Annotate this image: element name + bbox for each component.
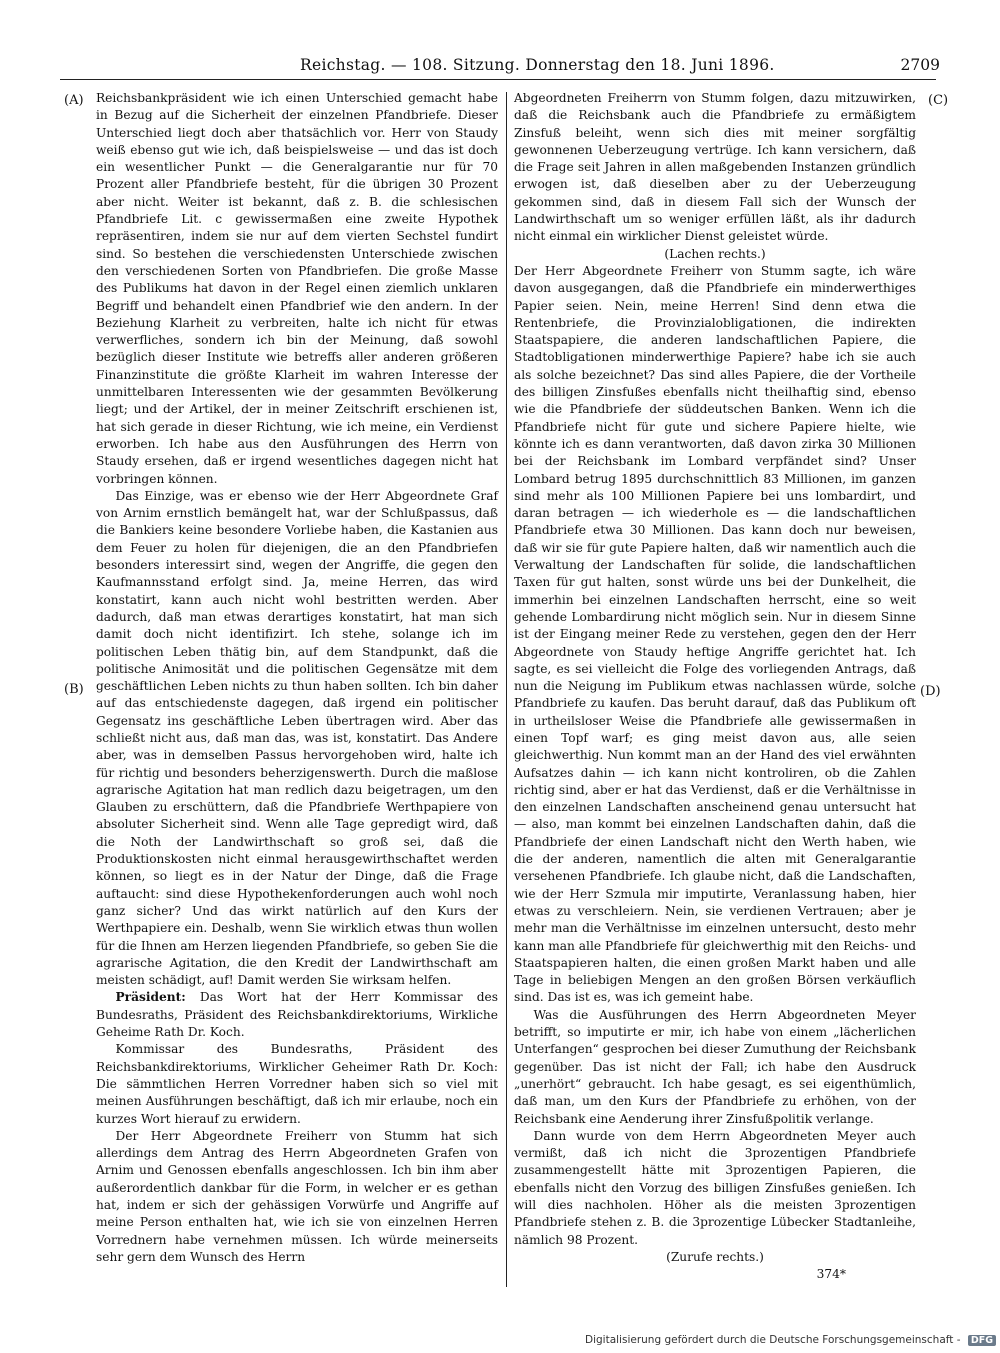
left-column bbox=[96, 90, 498, 1266]
paragraph bbox=[96, 1041, 498, 1127]
paragraph: Reichsbankpräsident wie ich einen Unterschied gemacht habe in Bezug auf die Sicherheit der einzelnen Pfandbriefe. Dieser Unterschied liegt doch aber thatsächlich vor. Herr von Staudy weiß ebenso gut wie ich, daß beispielsweise — und das ist doch ein wesentlicher Punkt — die Generalgarantie nur für 70 Prozent aller Pfandbriefe besteht, für die übrigen 30 Prozent aber nicht. Weiter ist bekannt, daß z. B. die schlesischen Pfandbriefe Lit. c gewissermaßen eine zweite Hypothek repräsentiren, indem sie nur auf dem vierten Sechstel fundirt sind. So bestehen die verschiedensten Unterschiede zwischen den verschiedenen Sorten von Pfandbriefen. Die große Masse des Publikums hat davon in der Regel einen ziemlich unklaren Begriff und behandelt einen Pfandbrief wie den andern. In der Beziehung Klarheit zu verbreiten, halte ich nicht für etwas verwerfliches, sondern ich bin der Meinung, daß sowohl bezüglich dieser Institute wie betreffs aller anderen größeren Finanzinstitute die größte Klarheit im wahren Interesse der unmittelbaren Interessenten wie der gesammten Bevölkerung liegt; und der Artikel, der in meiner Zeitschrift erschienen ist, hat sich gerade in dieser Richtung, wie ich meine, ein Verdienst erworben. Ich habe aus den Ausführungen des Herrn von Staudy ersehen, daß er irgend wesentliches dagegen nicht hat vorbringen können. bbox=[96, 91, 498, 486]
margin-marker-b: (B) bbox=[64, 682, 84, 697]
paragraph: Das Einzige, was er ebenso wie der Herr Abgeordnete Graf von Arnim ernstlich bemängelt hat, war der Schlußpassus, daß die Bankiers keine besondere Vorliebe haben, die Kastanien aus dem Feuer zu holen für diejenigen, die an den Pfandbriefen besonders interessirt sind, wegen der Angriffe, die gegen den Kaufmannsstand erfolgt sind. Ja, meine Herren, das wird konstatirt, kann auch nicht wohl bestritten werden. Aber dadurch, daß man etwas derartiges konstatirt, hat man sich damit doch nicht identifizirt. Ich stehe, solange ich im politischen Leben thätig bin, auf dem Standpunkt, daß die politische Animosität und die politischen Gegensätze mit dem geschäftlichen Leben nichts zu thun haben sollten. Ich bin daher auf das entschiedenste dagegen, daß irgend ein politischer Gegensatz ins geschäftliche Leben übertragen wird. Aber das schließt nicht aus, daß man das, was ist, konstatirt. Das Andere aber, was in demselben Passus hervorgehoben wird, halte ich für richtig und besonders beherzigenswerth. Durch die maßlose agrarische Agitation hat man redlich dazu beigetragen, um den Glauben zu erschüttern, daß die Pfandbriefe Werthpapiere von absoluter Sicherheit sind. Wenn alle Tage gepredigt wird, daß die Noth der Landwirthschaft so groß sei, daß die Produktionskosten nicht einmal herausgewirthschaftet werden können, so liegt es in der Natur der Dinge, daß die Frage auftaucht: sind diese Hypothekenforderungen auch wohl noch ganz sicher? Und das wirkt natürlich auf den Kurs der Werthpapiere ein. Deshalb, wenn Sie wirklich etwas thun wollen für die Ihnen am Herzen liegenden Pfandbriefe, so geben Sie die agrarische Agitation, die den Kredit der Landwirthschaft am meisten schädigt, auf! Damit werden Sie wirksam helfen. bbox=[96, 488, 498, 988]
paragraph bbox=[96, 989, 498, 1041]
margin-marker-d: (D) bbox=[920, 684, 941, 699]
speaker-name: Kommissar des Bundesraths, Präsident des Reichsbankdirektoriums, Wirklicher Geheimer Rath Dr. Koch: bbox=[96, 1042, 498, 1074]
digitization-footer bbox=[585, 1334, 994, 1350]
paragraph: Der Herr Abgeordnete Freiherr von Stumm hat sich allerdings dem Antrag des Herrn Abgeordneten Grafen von Arnim und Genossen ebenfalls angeschlossen. Ich bin ihm aber außerordentlich dankbar für die Form, in welcher er es gethan hat, indem er sich der gehässigen Vorwürfe und Angriffe auf meine Person enthalten hat, wie ich sie von einzelnen Herren Vorrednern habe vernehmen müssen. Ich würde meinerseits sehr gern dem Wunsch des Herrn bbox=[96, 1128, 498, 1264]
column-divider bbox=[506, 92, 507, 1287]
header-title: Reichstag. — 108. Sitzung. Donnerstag den 18. Juni 1896. bbox=[300, 56, 775, 74]
header-rule bbox=[60, 79, 936, 80]
running-header bbox=[60, 56, 940, 80]
paragraph: Dann wurde von dem Herrn Abgeordneten Meyer auch vermißt, daß ich nicht die 3prozentigen Pfandbriefe zusammengestellt hätte mit 3prozentigen Papieren, die ebenfalls nicht den Vorzug des billigen Zinsfußes genießen. Ich will dies nachholen. Höher als die meisten 3prozentigen Pfandbriefe stehen z. B. die 3prozentige Lübecker Stadtanleihe, nämlich 98 Prozent. bbox=[514, 1128, 916, 1247]
signature-mark: 374* bbox=[816, 1267, 846, 1282]
paragraph: Was die Ausführungen des Herrn Abgeordneten Meyer betrifft, so imputirte er mir, ich habe von einem „lächerlichen Unterfangen“ gesprochen bei dieser Zumuthung der Reichsbank gegenüber. Das ist nicht der Fall; ich habe den Ausdruck „unerhört“ gebraucht. Ich habe gesagt, es sei eigenthümlich, daß man, um den Kurs der Pfandbriefe zu erhöhen, von der Reichsbank eine Aenderung ihrer Zinsfußpolitik verlange. bbox=[514, 1007, 916, 1126]
speech-text: Das Wort hat der Herr Kommissar des Bundesraths, Präsident des Reichsbankdirektoriums, Wirkliche Geheime Rath Dr. Koch. bbox=[96, 990, 498, 1040]
speech-text: Die sämmtlichen Herren Vorredner haben sich so viel mit meinen Ausführungen beschäftigt, daß ich mir erlaube, noch ein kurzes Wort hierauf zu erwidern. bbox=[96, 1076, 498, 1126]
margin-marker-a: (A) bbox=[64, 93, 84, 108]
footer-text: Digitalisierung gefördert durch die Deutsche Forschungsgemeinschaft - bbox=[585, 1334, 961, 1346]
right-column bbox=[514, 90, 916, 1283]
margin-marker-c: (C) bbox=[928, 93, 949, 108]
paragraph: Abgeordneten Freiherrn von Stumm folgen, dazu mitzuwirken, daß die Reichsbank auch die Pfandbriefe zu ermäßigtem Zinsfuß beleiht, wenn sich dies mit meiner sorgfältig gewonnenen Ueberzeugung vertrüge. Ich kann versichern, daß die Frage seit Jahren in allen maßgebenden Instanzen gründlich erwogen ist, daß dieselben aber zu der Ueberzeugung gekommen sind, daß in diesem Fall sich der Wunsch der Landwirthschaft um so weniger erfüllen läßt, als ihr dadurch nicht einmal ein wirklicher Dienst geleistet würde. bbox=[514, 91, 916, 244]
paragraph: Der Herr Abgeordnete Freiherr von Stumm sagte, ich wäre davon ausgegangen, daß die Pfandbriefe ein minderwerthiges Papier seien. Nein, meine Herren! Sind denn etwa die Rentenbriefe, die Provinzialobligationen, die indirekten Staatspapiere, die anderen landschaftlichen Papiere, die Stadtobligationen minderwerthige Papiere? habe ich sie auch als solche bezeichnet? Das sind alles Papiere, die der Vortheile des billigen Zinsfußes ebenfalls nicht theilhaftig sind, ebenso wie die Pfandbriefe der süddeutschen Banken. Wenn ich die Pfandbriefe nicht für gute und sichere Papiere hielte, wie könnte ich es dann verantworten, daß davon zirka 30 Millionen bei der Reichsbank im Lombard verpfändet sind? Unser Lombard betrug 1895 durchschnittlich 83 Millionen, im ganzen sind mehr als 100 Millionen Papiere bei uns lombardirt, und daran betragen — ich wiederhole es — die landschaftlichen Pfandbriefe etwa 30 Millionen. Das kann doch nur beweisen, daß wir sie für gute Papiere halten, daß wir namentlich auch die Verwaltung der Landschaften für solide, die landschaftlichen Taxen für gut halten, sonst würde uns bei der Dunkelheit, die immerhin bei einzelnen Landschaften herrscht, eine so weit gehende Lombardirung nicht möglich sein. Nur in diesem Sinne ist der Eingang meiner Rede zu verstehen, gegen den der Herr Abgeordnete von Staudy heftige Angriffe gerichtet hat. Ich sagte, es sei vielleicht die Folge des vorliegenden Antrags, daß nun die Neigung im Publikum etwas nachlassen würde, solche Pfandbriefe zu kaufen. Das beruht darauf, daß das Publikum oft in urtheilsloser Weise die Pfandbriefe alle gewissermaßen in einen Topf warf; es ging meist davon aus, alle seien gleichwerthig. Nun kommt man an der Hand des viel erwähnten Aufsatzes dahin — ich kann nicht kontroliren, ob die Zahlen richtig sind, aber er hat das Verdienst, daß er die Verhältnisse in den einzelnen Landschaften anscheinend genau untersucht hat — also, man kommt bei einzelnen Landschaften dahin, daß die Pfandbriefe der einen Landschaft nicht den Werth haben, wie die der anderen, namentlich die alten mit Generalgarantie versehenen Pfandbriefe. Ich glaube nicht, daß die Landschaften, wie der Herr Szmula mir imputirte, Veranlassung haben, hier etwas zu verschleiern. Nein, sie verdienen Vertrauen; aber je mehr man die Verhältnisse im einzelnen untersucht, desto mehr kann man alle Pfandbriefe für gleichwerthig mit den Reichs- und Staatspapieren halten, die einen großen Markt haben und alle Tage in beliebigen Mengen an den großen Börsen verkäuflich sind. Das ist es, was ich gemeint habe. bbox=[514, 263, 916, 1005]
page-number: 2709 bbox=[900, 56, 940, 74]
dfg-logo: DFG bbox=[968, 1335, 996, 1346]
speaker-name: Präsident: bbox=[115, 990, 186, 1005]
interjection: (Lachen rechts.) bbox=[664, 246, 766, 261]
interjection: (Zurufe rechts.) bbox=[666, 1249, 764, 1264]
